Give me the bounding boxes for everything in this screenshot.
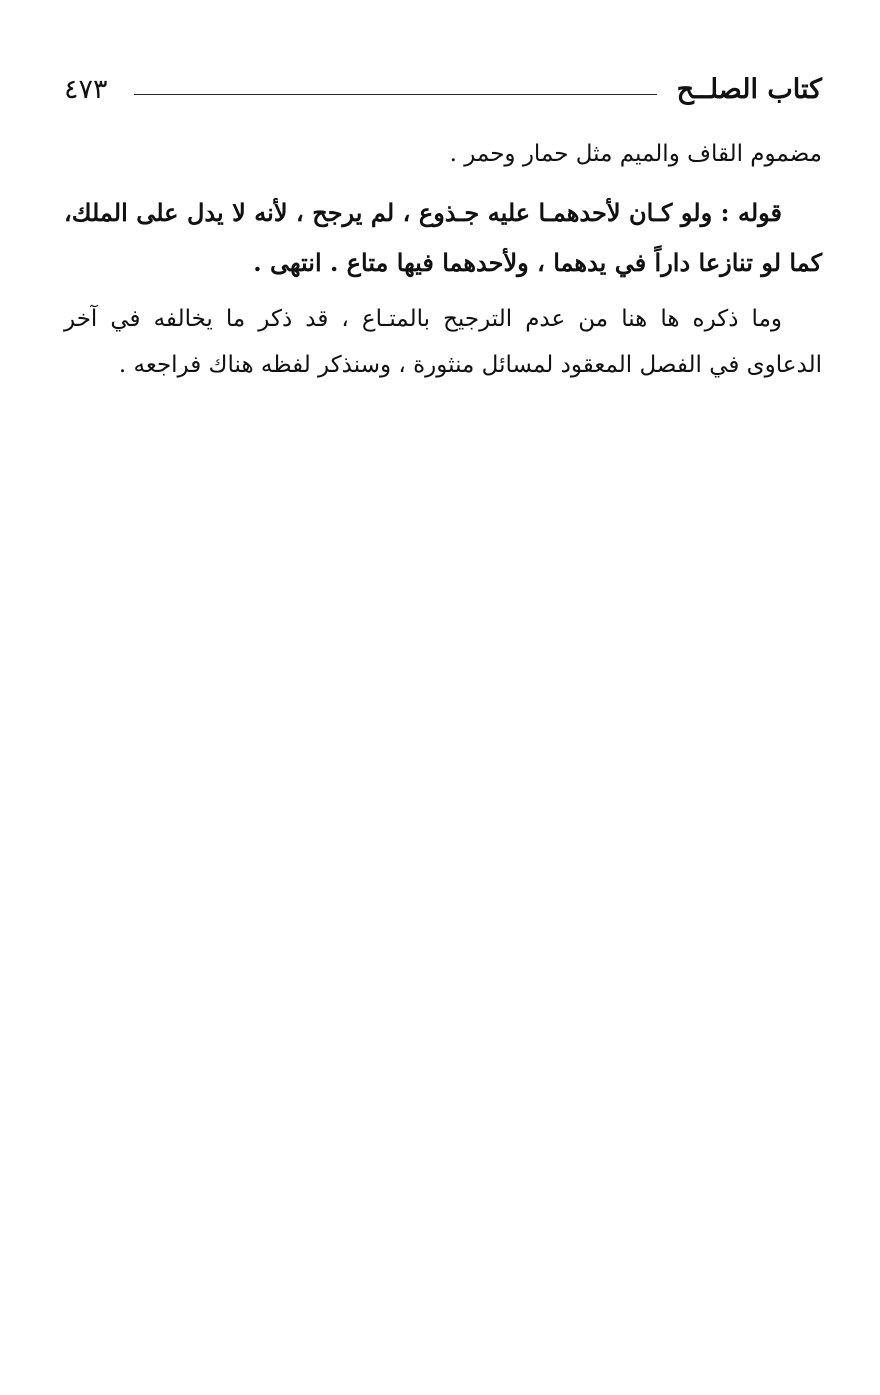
page-number: ٤٧٣ [64,74,108,105]
commentary-paragraph: وما ذكره ها هنا من عدم الترجيح بالمتـاع ، قد ذكر ما يخالفه في آخر الدعاوى في الفصل المعقود لمسائل منثورة ، وسنذكر لفظه هناك فراجعه . [64,306,822,378]
header-rule [134,94,657,95]
running-title: كتاب الصلــح [676,74,822,105]
quoted-passage: قوله : ولو كـان لأحدهمـا عليه جـذوع ، لم يرجح ، لأنه لا يدل على الملك، كما لو تنازعا داراً في يدهما ، ولأحدهما فيها متاع . انتهى . [64,198,822,277]
continued-paragraph: مضموم القاف والميم مثل حمار وحمر . [449,141,822,167]
page-header [64,70,822,118]
